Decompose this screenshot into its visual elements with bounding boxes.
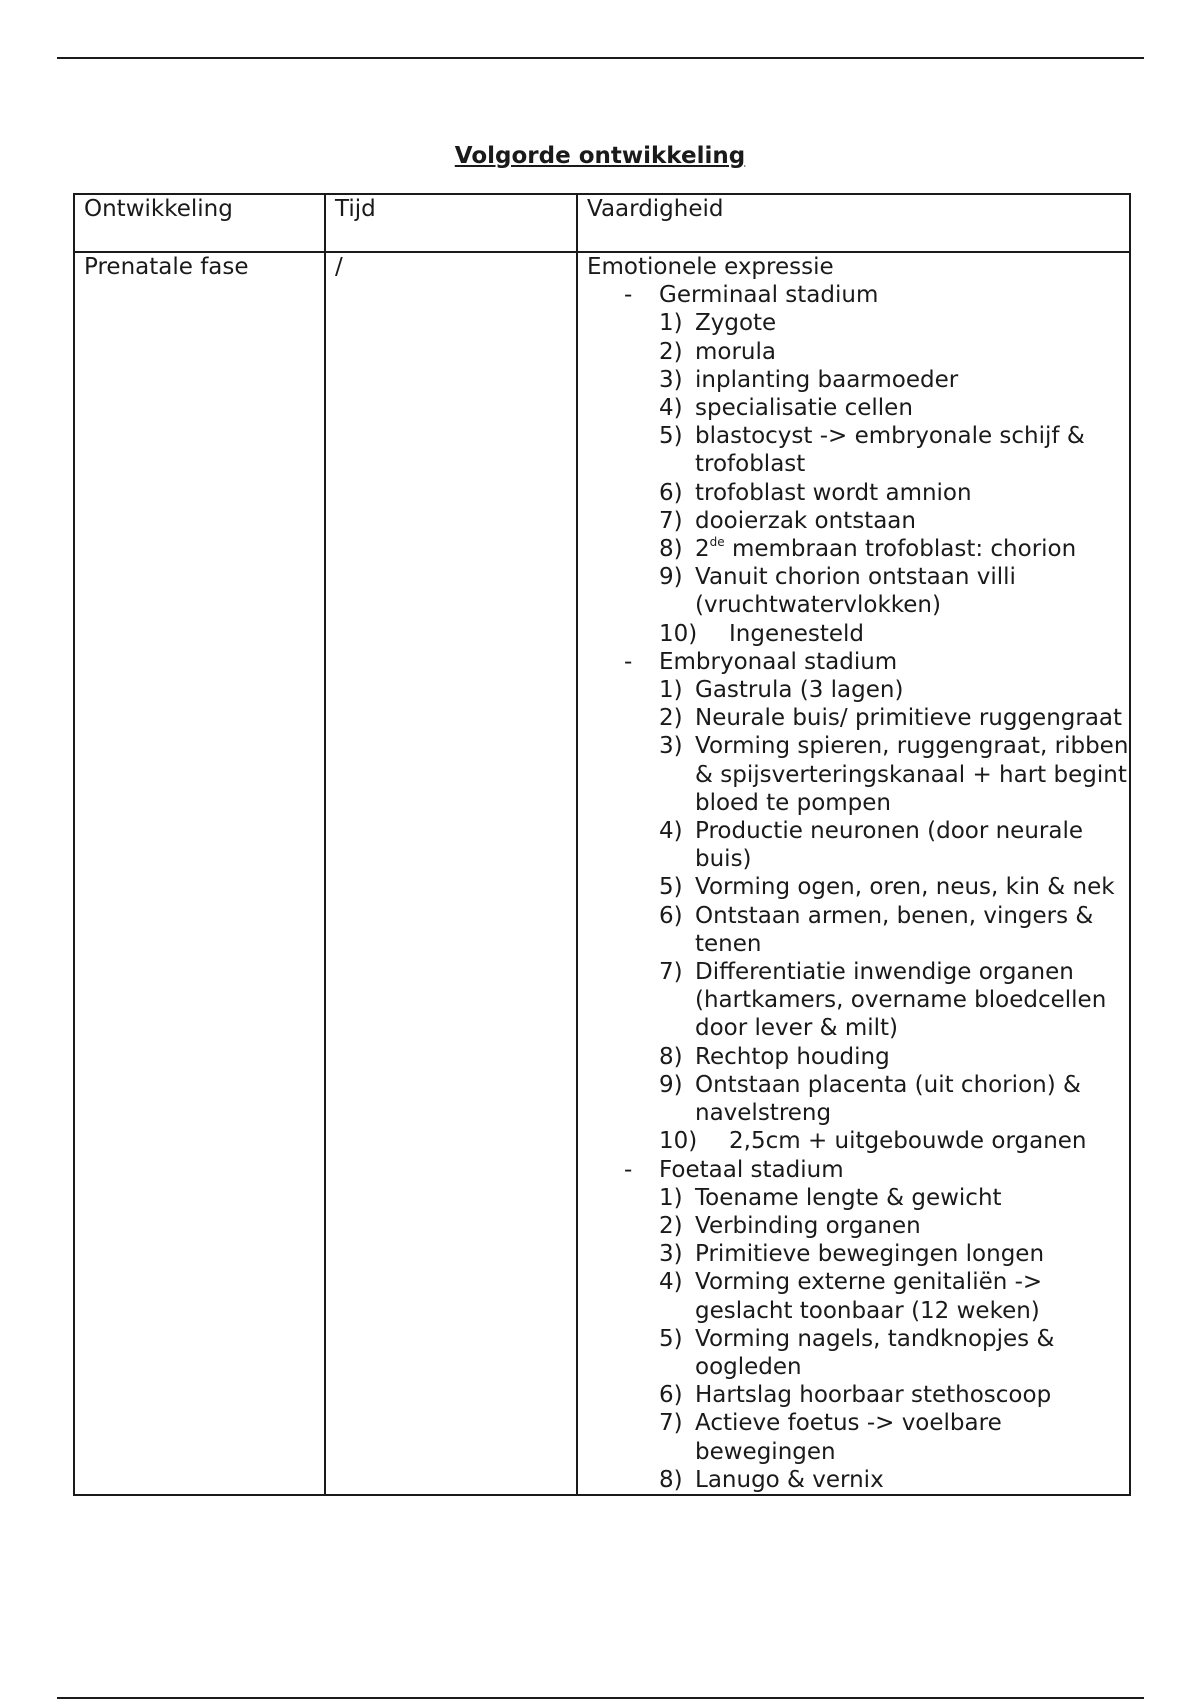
list-item-number: 7) [659, 959, 683, 986]
list-item [587, 1043, 1129, 1071]
list-item-superscript: de [709, 535, 725, 550]
list-item-number: 1) [659, 310, 683, 337]
list-item-number: 2) [659, 705, 683, 732]
list-item-number: 1) [659, 677, 683, 704]
list-item-number: 9) [659, 564, 683, 591]
list-item-number: 7) [659, 507, 683, 534]
list-item-text: Rechtop houding [695, 1043, 890, 1070]
list-item-text: dooierzak ontstaan [695, 507, 916, 534]
list-item-number: 5) [659, 1325, 683, 1352]
list-item-text: Vorming spieren, ruggengraat, ribben & spijsverteringskanaal + hart begint bloed te pompen [695, 733, 1129, 816]
skill-cell [577, 252, 1130, 1495]
list-item [587, 1325, 1129, 1381]
list-item-text: Productie neuronen (door neurale buis) [695, 818, 1084, 873]
list-item-number: 4) [659, 818, 683, 845]
list-item [587, 422, 1129, 478]
list-item [587, 873, 1129, 901]
list-item [587, 1240, 1129, 1268]
list-item-text: Ingenesteld [729, 620, 864, 647]
list-item [587, 1184, 1129, 1212]
fetal-stage [587, 1156, 1129, 1184]
skill-heading: Emotionele expressie [587, 254, 834, 280]
header-vaardigheid: Vaardigheid [577, 194, 1130, 252]
list-item [587, 1127, 1129, 1155]
development-table [73, 193, 1131, 1496]
list-item [587, 817, 1129, 873]
list-item [587, 676, 1129, 704]
list-item [587, 1268, 1129, 1324]
germinal-stage [587, 281, 1129, 309]
list-item-text: Gastrula (3 lagen) [695, 677, 904, 704]
list-item-number: 10) [659, 620, 698, 647]
list-item-text: Ontstaan placenta (uit chorion) & navelstreng [695, 1071, 1081, 1127]
embryonic-list [587, 676, 1129, 1155]
list-item-number: 4) [659, 1269, 683, 1296]
list-item-text: Vorming externe genitaliën -> geslacht toonbaar (12 weken) [695, 1269, 1043, 1324]
list-item-number: 8) [659, 1043, 683, 1070]
list-item-text: blastocyst -> embryonale schijf & trofoblast [695, 423, 1085, 478]
fetal-list [587, 1184, 1129, 1494]
list-item [587, 732, 1129, 817]
list-item-number: 5) [659, 423, 683, 450]
list-item-ordinal: 2 [695, 536, 710, 563]
list-item-text: morula [695, 338, 776, 365]
list-item-number: 4) [659, 395, 683, 422]
list-item-number: 6) [659, 902, 683, 929]
list-item [587, 704, 1129, 732]
list-item-text: inplanting baarmoeder [695, 366, 959, 393]
list-item-text: Actieve foetus -> voelbare bewegingen [695, 1410, 1002, 1465]
bullet-dash: - [624, 1156, 633, 1183]
bullet-dash: - [624, 282, 633, 309]
list-item [587, 366, 1129, 394]
list-item [587, 394, 1129, 422]
list-item-number: 7) [659, 1410, 683, 1437]
list-item-number: 6) [659, 1382, 683, 1409]
list-item [587, 1071, 1129, 1127]
list-item-number: 10) [659, 1128, 698, 1155]
list-item-number: 5) [659, 874, 683, 901]
germinal-list [587, 309, 1129, 647]
list-item [587, 535, 1129, 563]
list-item-number: 8) [659, 1466, 683, 1493]
stage-label: Foetaal stadium [659, 1156, 844, 1183]
list-item-text: Vanuit chorion ontstaan villi (vruchtwatervlokken) [695, 564, 1016, 619]
list-item-text: Primitieve bewegingen longen [695, 1241, 1045, 1268]
list-item-text: Hartslag hoorbaar stethoscoop [695, 1382, 1052, 1409]
list-item-number: 8) [659, 536, 683, 563]
phase-cell: Prenatale fase [74, 252, 325, 1495]
list-item-text: Lanugo & vernix [695, 1466, 884, 1493]
list-item [587, 958, 1129, 1043]
list-item [587, 338, 1129, 366]
list-item-text: specialisatie cellen [695, 395, 913, 422]
stage-label: Germinaal stadium [659, 282, 879, 309]
header-ontwikkeling: Ontwikkeling [74, 194, 325, 252]
list-item-number: 6) [659, 479, 683, 506]
list-item-text: 2,5cm + uitgebouwde organen [729, 1128, 1087, 1155]
header-rule [57, 57, 1144, 59]
list-item-text: Toename lengte & gewicht [695, 1184, 1002, 1211]
bullet-dash: - [624, 648, 633, 675]
list-item [587, 1409, 1129, 1465]
time-cell: / [325, 252, 577, 1495]
embryonic-stage [587, 648, 1129, 676]
list-item-text: Vorming ogen, oren, neus, kin & nek [695, 874, 1115, 901]
list-item [587, 479, 1129, 507]
list-item-text: Differentiatie inwendige organen (hartkamers, overname bloedcellen door lever & milt) [695, 959, 1107, 1042]
list-item-text: trofoblast wordt amnion [695, 479, 972, 506]
list-item [587, 507, 1129, 535]
footer-rule [57, 1697, 1144, 1699]
list-item-number: 2) [659, 1212, 683, 1239]
list-item-number: 9) [659, 1071, 683, 1098]
list-item-number: 3) [659, 1241, 683, 1268]
list-item-number: 2) [659, 338, 683, 365]
list-item-number: 1) [659, 1184, 683, 1211]
list-item-text: membraan trofoblast: chorion [724, 536, 1077, 563]
list-item-text: Neurale buis/ primitieve ruggengraat [695, 705, 1123, 732]
list-item [587, 1212, 1129, 1240]
list-item-text: Zygote [695, 310, 777, 337]
list-item [587, 620, 1129, 648]
page-title: Volgorde ontwikkeling [454, 143, 746, 169]
table-header-row [74, 194, 1130, 252]
list-item [587, 309, 1129, 337]
list-item-text: Verbinding organen [695, 1212, 921, 1239]
list-item-number: 3) [659, 733, 683, 760]
header-tijd: Tijd [325, 194, 577, 252]
list-item [587, 1381, 1129, 1409]
stage-label: Embryonaal stadium [659, 648, 898, 675]
list-item-text: Ontstaan armen, benen, vingers & tenen [695, 902, 1094, 957]
list-item [587, 1466, 1129, 1494]
list-item [587, 563, 1129, 619]
table-row [74, 252, 1130, 1495]
list-item-text: Vorming nagels, tandknopjes & oogleden [695, 1325, 1055, 1380]
list-item-number: 3) [659, 366, 683, 393]
list-item [587, 902, 1129, 958]
